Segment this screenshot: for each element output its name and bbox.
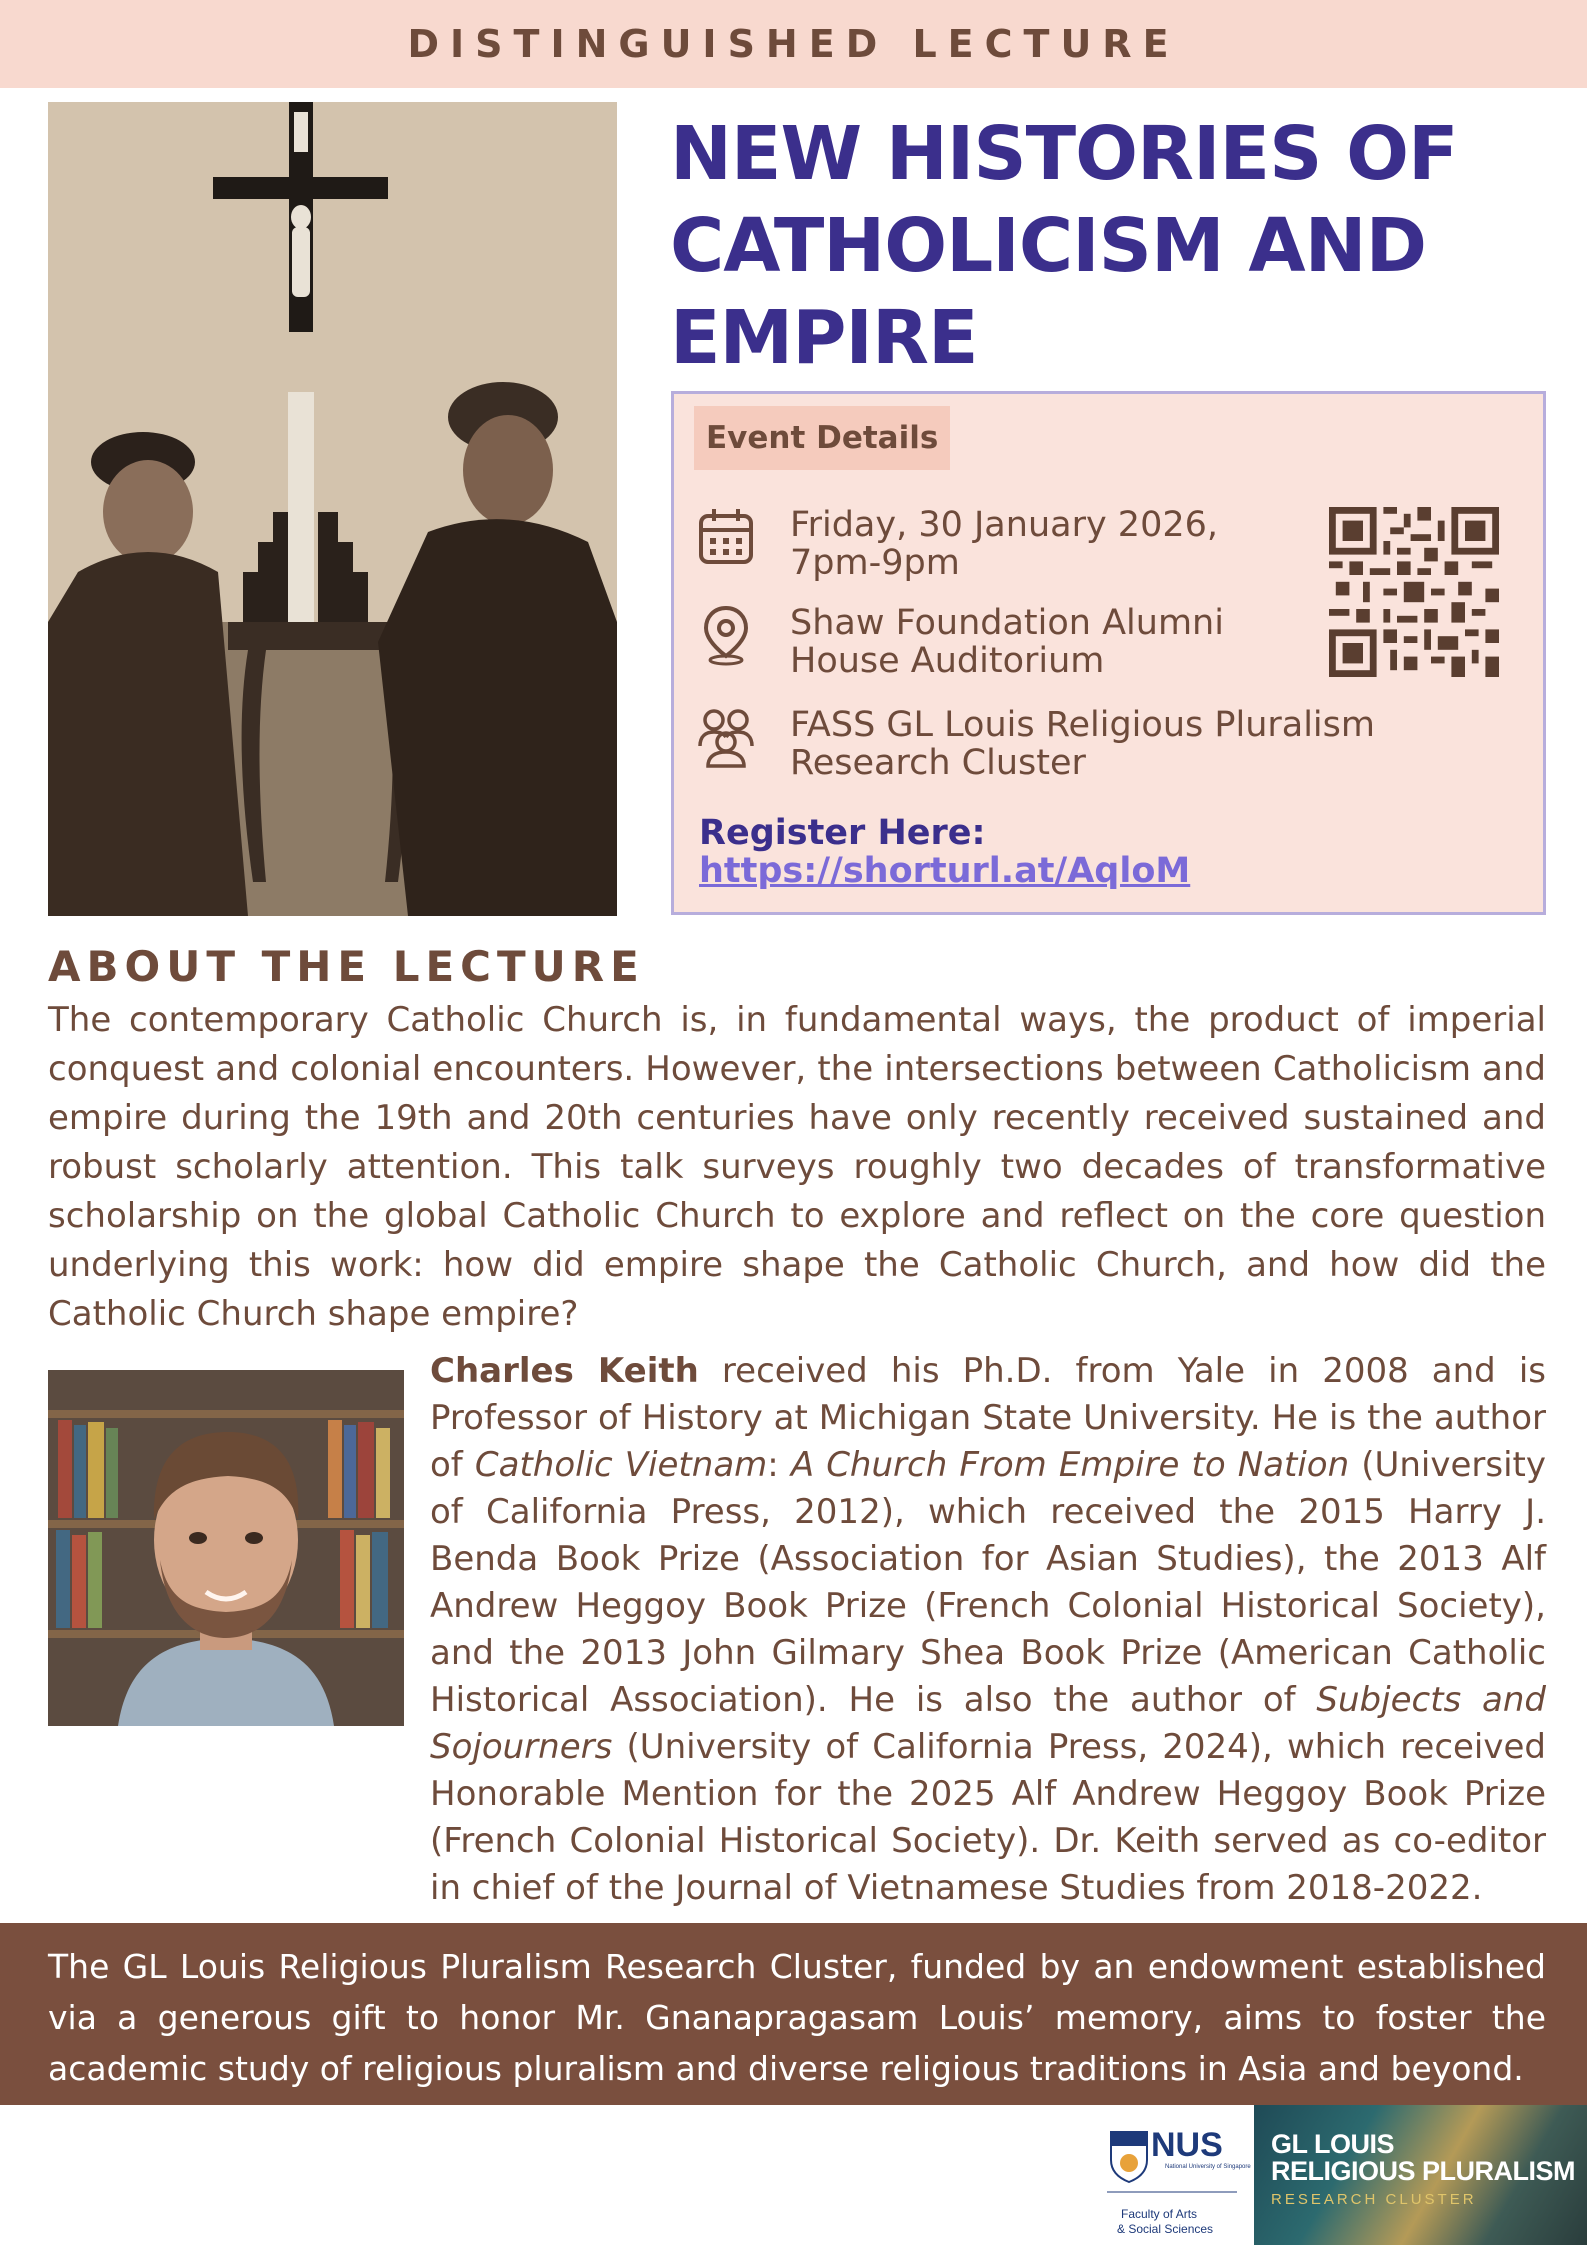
lecture-title <box>670 108 1550 384</box>
location-pin-icon <box>696 604 756 666</box>
footer-band <box>0 1923 1587 2105</box>
event-venue <box>790 604 1410 680</box>
cluster-logo <box>1254 2105 1587 2245</box>
about-text: The contemporary Catholic Church is, in fundamental ways, the product of imperial conquest and colonial encounters. However, the intersections between Catholicism and empire during the 19th and 20th centuries have only recently received sustained and robust scholarly attention. This talk surveys roughly two decades of transformative scholarship on the global Catholic Church to explore and reflect on the core question underlying this work: how did empire shape the Catholic Church, and how did the Catholic Church shape empire? <box>48 1000 1546 1334</box>
book-subtitle: A Church From Empire to Nation <box>790 1445 1350 1485</box>
event-organizer-row <box>696 706 1410 782</box>
event-date <box>790 506 1410 582</box>
nus-logo <box>1105 2120 1251 2240</box>
event-venue-line: Shaw Foundation Alumni <box>790 603 1224 643</box>
footer-text: The GL Louis Religious Pluralism Research Cluster, funded by an endowment established via a generous gift to honor Mr. Gnanapragasam Louis’ memory, aims to foster the academic study of religious pluralism and diverse religious traditions in Asia and beyond. <box>48 1947 1546 2088</box>
cluster-logo-line: GL LOUIS <box>1271 2129 1395 2159</box>
hero-photo-image <box>48 102 617 916</box>
faculty-line: & Social Sciences <box>1117 2222 1214 2236</box>
qr-code-icon[interactable] <box>1329 507 1499 677</box>
top-banner <box>0 0 1587 88</box>
hero-photo <box>48 102 617 916</box>
speaker-bio <box>430 1348 1546 1912</box>
cluster-logo-line: RESEARCH CLUSTER <box>1271 2191 1477 2208</box>
nus-wordmark: NUS <box>1151 2126 1223 2164</box>
nus-logo-mark <box>1105 2120 1251 2240</box>
people-group-icon <box>696 706 756 768</box>
register-link[interactable]: https://shorturl.at/AqloM <box>699 851 1191 891</box>
event-details-box <box>671 391 1546 915</box>
nus-subtitle: National University of Singapore <box>1165 2164 1251 2170</box>
bio-text: (University of California Press, 2024), which received Honorable Mention for the 2025 Alf Andrew Heggoy Book Prize (French Colonial Historical Society). Dr. Keith served as co-editor in chief of the Journal of Vietnamese Studies from 2018-2022. <box>430 1727 1546 1908</box>
speaker-portrait <box>48 1370 404 1726</box>
title-line: NEW HISTORIES OF <box>670 111 1458 197</box>
speaker-photo <box>48 1370 404 1726</box>
event-date-line: Friday, 30 January 2026, <box>790 505 1218 545</box>
cluster-logo-line: RELIGIOUS PLURALISM <box>1271 2156 1576 2186</box>
faculty-line: Faculty of Arts <box>1121 2207 1198 2221</box>
event-organizer <box>790 706 1410 782</box>
event-organizer-line: FASS GL Louis Religious Pluralism <box>790 705 1375 745</box>
speaker-name: Charles Keith <box>430 1351 699 1391</box>
title-line: CATHOLICISM AND <box>670 203 1427 289</box>
event-venue-line: House Auditorium <box>790 641 1105 681</box>
event-details-heading: Event Details <box>694 406 950 470</box>
register-block <box>699 814 1190 890</box>
register-label: Register Here: <box>699 813 986 853</box>
bio-text: (University of California Press, 2012), which received the 2015 Harry J. Benda Book Prize (Association for Asian Studies), the 2013 Alf Andrew Heggoy Book Prize (French Colonial Historical Society), and the 2013 John Gilmary Shea Book Prize (American Catholic Historical Association). He is also the author of <box>430 1445 1547 1720</box>
banner-title: DISTINGUISHED LECTURE <box>407 22 1180 66</box>
bio-text: : <box>767 1445 791 1485</box>
book-title: Catholic Vietnam <box>474 1445 768 1485</box>
title-line: EMPIRE <box>670 295 978 381</box>
bio-text: received his Ph.D. from Yale in 2008 and is Professor of History at Michigan State University. He is the author of <box>430 1351 1547 1485</box>
event-venue-row <box>696 604 1410 680</box>
calendar-icon <box>696 506 756 568</box>
book-title: Subjects and Sojourners <box>430 1680 1547 1767</box>
event-time-line: 7pm-9pm <box>790 543 960 583</box>
event-date-row <box>696 506 1410 582</box>
event-organizer-line: Research Cluster <box>790 743 1086 783</box>
about-heading: ABOUT THE LECTURE <box>48 942 645 991</box>
